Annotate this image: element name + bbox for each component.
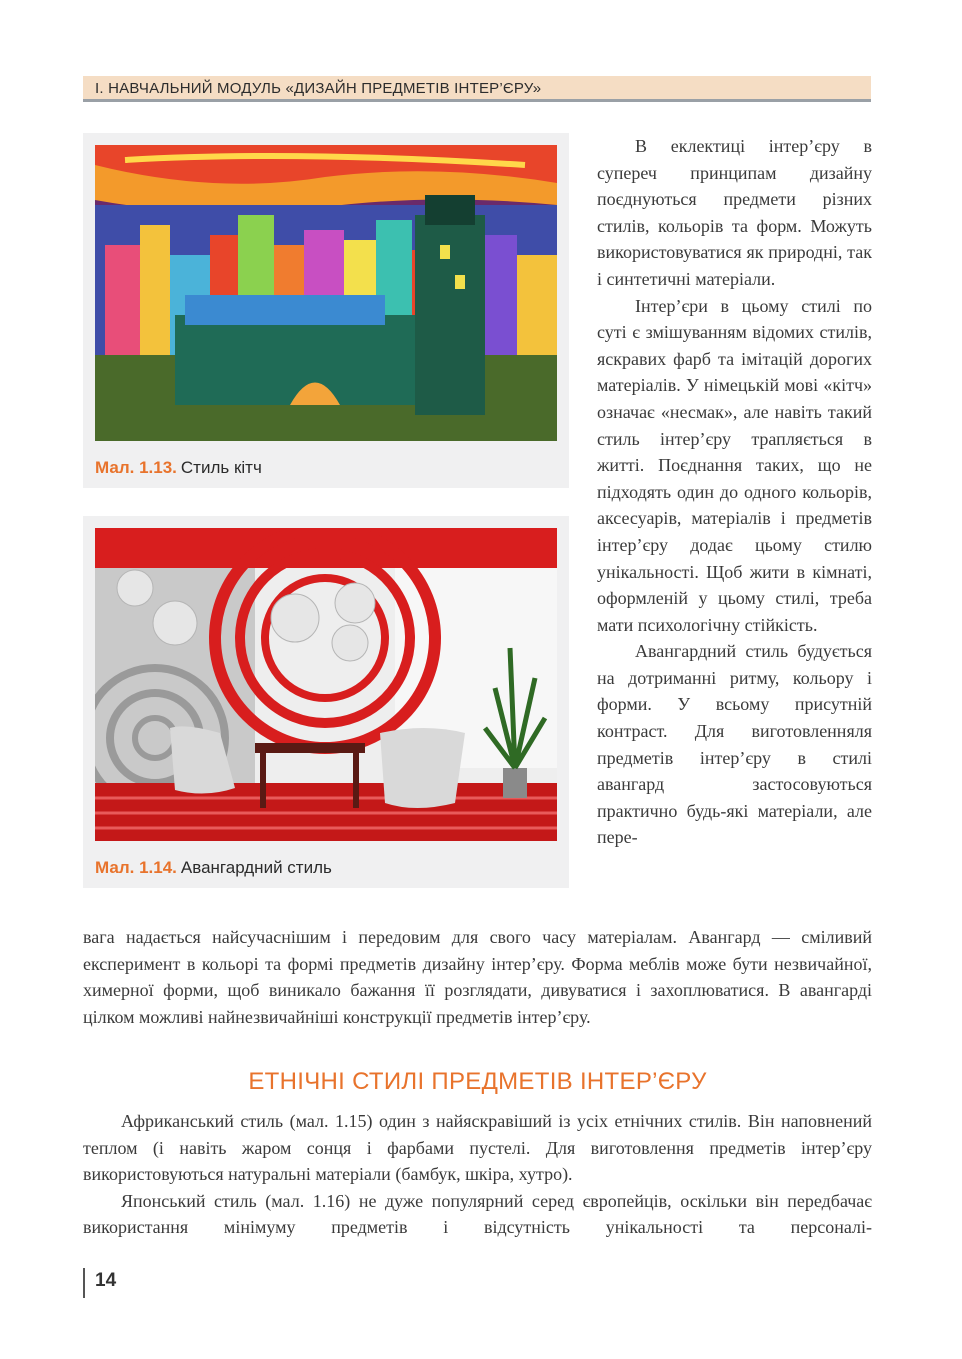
figure-number: Мал. 1.14.: [95, 858, 177, 877]
section-heading: ЕТНІЧНІ СТИЛІ ПРЕДМЕТІВ ІНТЕР’ЄРУ: [248, 1068, 707, 1095]
paragraph-japanese-style: Японський стиль (мал. 1.16) не дуже популярний серед європейців, оскільки він передбачає використання мінімуму предметів і відсутність унікальності та персоналі-: [83, 1190, 872, 1238]
section-body: [83, 1108, 872, 1241]
figure-caption: [95, 858, 332, 878]
figure-avantgarde: [83, 516, 569, 888]
running-header: [83, 76, 871, 102]
continuation-paragraph: вага надається найсучаснішим і передовим для свого часу матеріалам. Авангард — сміливий експеримент в кольорі та формі предметів дизайну інтер’єру. Форма меблів може бути незвичайної, химерної форми, щоб виникало бажання її розглядати, дивуватися і захоплюватися. В авангарді цілком можливі найнезвичайніші конструкції предметів інтер’єру.: [83, 927, 872, 1027]
paragraph-avantgarde: Авангардний стиль будується на дотриманні ритму, кольору і форми. У всьому присутній контраст. Для виготовленняля предметів інтер’єру в стилі авангард застосовуються практично будь-які матеріали, але пере-: [597, 641, 872, 848]
page-number-bar: [83, 1268, 85, 1298]
avantgarde-continuation: [83, 924, 872, 1030]
figure-caption: [95, 458, 262, 478]
paragraph-kitsch: Інтер’єри в цьому стилі по суті є змішуванням відомих стилів, яскравих фарб та імітацій дорогих матеріалів. У німецькій мові «кітч» означає «несмак», але навіть такий стиль інтер’єру трапляється в житті. Поєднання таких, що не підходять один до одного кольорів, аксесуарів, матеріалів і предметів інтер’єру додає цьому стилю унікальності. Щоб жити в кімнаті, оформленій у цьому стилі, треба мати психологічну стійкість.: [597, 295, 872, 635]
figure-caption-text: Стиль кітч: [180, 458, 262, 477]
paragraph-african-style: Африканський стиль (мал. 1.15) один з найяскравіший із усіх етнічних стилів. Він наповнений теплом (і навіть жаром сонця і фарбами пустелі. Для виготовлення предметів інтер’єру використовуються натуральні матеріали (бамбук, шкіра, хутро).: [83, 1111, 872, 1185]
figure-kitsch: [83, 133, 569, 488]
avantgarde-interior-photo: [95, 528, 557, 841]
figure-caption-text: Авангардний стиль: [180, 858, 332, 877]
page-number: 14: [95, 1270, 117, 1291]
figure-number: Мал. 1.13.: [95, 458, 177, 477]
paragraph-eclecticism: В еклектиці інтер’єру в супереч принципам дизайну поєднуються предмети різних стилів, кольорів та форм. Можуть використовуватися як природні, так і синтетичні матеріали.: [597, 136, 872, 289]
kitsch-interior-photo: [95, 145, 557, 441]
right-text-column: [597, 133, 872, 851]
running-header-title: І. НАВЧАЛЬНИЙ МОДУЛЬ «ДИЗАЙН ПРЕДМЕТІВ ІНТЕР’ЄРУ»: [95, 80, 542, 97]
